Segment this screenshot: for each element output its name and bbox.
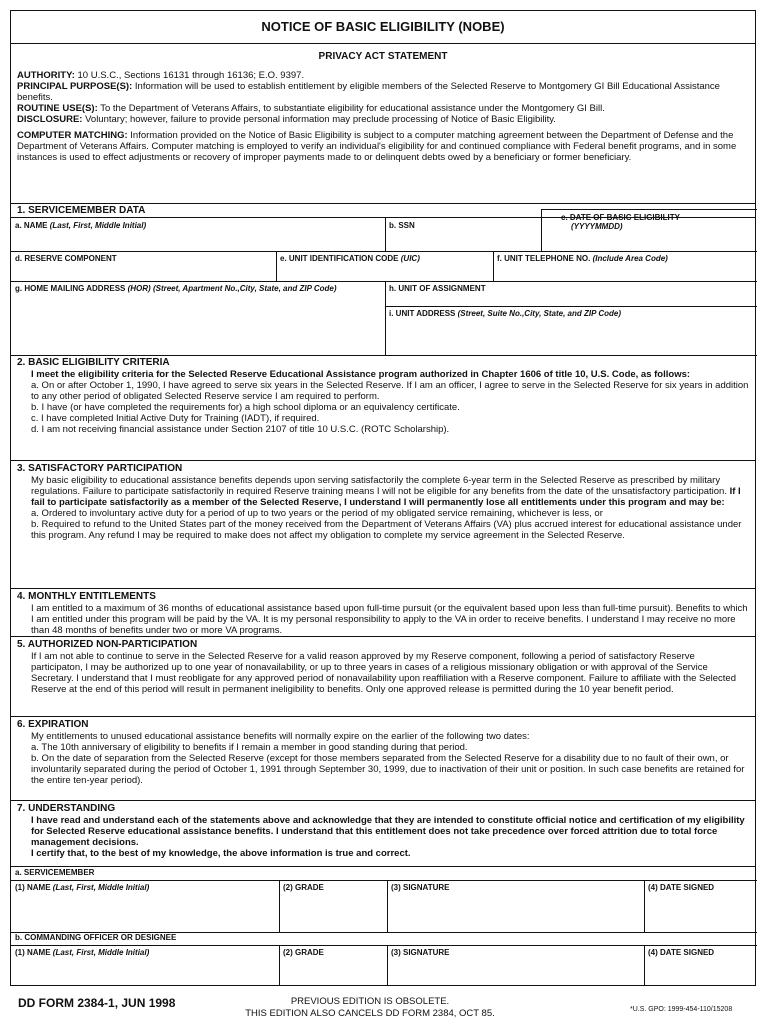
officer-date-signed-field[interactable]: (4) DATE SIGNED	[648, 948, 715, 957]
principal-purpose: PRINCIPAL PURPOSE(S): Information will be used to establish entitlement by eligible members of the Selected Reserve to Montgomery GI Bill Educational Assistance benefits.	[17, 81, 720, 103]
section3-satisfactory-participation: 3. SATISFACTORY PARTICIPATION My basic eligibility to educational assistance benefits depends upon serving satisfactorily the complete 6-year term in the Selected Reserve as prescribed by military regulations. Failure to participate satisfactorily in required Reserve training means I will not be eligible for any benefits from the date of the unsatisfactory participation. If I fail to participate satisfactorily as a member of the Selected Reserve, I understand I will permanently lose all entitlements under this program and may be: a. Ordered to involuntary active duty for a period of up to two years or the period of my obligated service remaining, whichever is less, or b. Required to refund to the United States part of the money received from the Department of Veterans Affairs (VA) plus accrued interest for educational assistance under this program. Any refund I may be required to make does not affect my obligation to complete my service agreement in the Selected Reserve.	[11, 461, 755, 589]
form-title: NOTICE OF BASIC ELIGIBILITY (NOBE)	[11, 11, 755, 44]
privacy-act-statement	[11, 43, 755, 204]
gpo-notice: *U.S. GPO: 1999-454-110/15208	[630, 1006, 733, 1013]
name-field[interactable]: a. NAME (Last, First, Middle Initial)	[15, 221, 147, 230]
authority: AUTHORITY: 10 U.S.C., Sections 16131 through 16136; E.O. 9397.	[17, 70, 305, 81]
privacy-heading: PRIVACY ACT STATEMENT	[318, 51, 448, 62]
servicemember-grade-field[interactable]: (2) GRADE	[283, 883, 324, 892]
routine-uses: ROUTINE USE(S): To the Department of Veterans Affairs, to substantiate eligibility for educational assistance under the Montgomery GI Bill.	[17, 103, 605, 114]
edition-notice: PREVIOUS EDITION IS OBSOLETE. THIS EDITION ALSO CANCELS DD FORM 2384, OCT 85.	[245, 996, 495, 1019]
servicemember-name-field[interactable]: (1) NAME (Last, First, Middle Initial)	[15, 883, 150, 892]
computer-matching: COMPUTER MATCHING: Information provided on the Notice of Basic Eligibility is subject to a computer matching agreement between the Department of Defense and the Department of Veterans Affairs. Computer matching is employed to verify an individual's eligibility for and continued compliance with Federal benefit programs, and in some instances is used to effect adjustments or recovery of improper payments made to or delinquent debts owed by a beneficiary or former beneficiary.	[17, 130, 737, 163]
unit-of-assignment-field[interactable]: h. UNIT OF ASSIGNMENT	[389, 284, 486, 293]
nobe-form	[10, 10, 756, 986]
uic-field[interactable]: e. UNIT IDENTIFICATION CODE (UIC)	[280, 254, 420, 263]
section2-basic-eligibility: 2. BASIC ELIGIBILITY CRITERIA I meet the eligibility criteria for the Selected Reserve Educational Assistance program authorized in Chapter 1606 of title 10, U.S. Code, as follows: a. On or after October 1, 1990, I have agreed to serve six years in the Selected Reserve. If I am an officer, I agree to serve in the Selected Reserve for six years in addition to any other period of obligated Selected Reserve service I am required to perform. b. I have (or have completed the requirements for) a high school diploma or an equivalency certificate. c. I have completed Initial Active Duty for Training (IADT), if required. d. I am not receiving financial assistance under Section 2107 of title 10 U.S.C. (ROTC Scholarship).	[11, 355, 755, 461]
reserve-component-field[interactable]: d. RESERVE COMPONENT	[15, 254, 117, 263]
officer-signature-field[interactable]: (3) SIGNATURE	[391, 948, 450, 957]
date-basic-eligibility-field[interactable]: c. DATE OF BASIC ELIGIBILITY (YYYYMMDD)	[561, 213, 680, 231]
section7-understanding: 7. UNDERSTANDING I have read and understand each of the statements above and acknowledge that they are intended to constitute official notice and certification of my eligibility for Selected Reserve educational assistance benefits. I understand that this entitlement does not take precedence over forced attrition due to total force management decisions. I certify that, to the best of my knowledge, the above information is true and correct.	[11, 801, 755, 867]
servicemember-signature-field[interactable]: (3) SIGNATURE	[391, 883, 450, 892]
servicemember-date-signed-field[interactable]: (4) DATE SIGNED	[648, 883, 715, 892]
disclosure: DISCLOSURE: Voluntary; however, failure to provide personal information may preclude processing of Notice of Basic Eligibility.	[17, 114, 556, 125]
officer-grade-field[interactable]: (2) GRADE	[283, 948, 324, 957]
section5-authorized-non-participation: 5. AUTHORIZED NON-PARTICIPATION If I am not able to continue to serve in the Selected Reserve for a valid reason approved by my Reserve component, following a period of satisfactory Reserve participaton, I may be authorized up to one year of nonavailability, or up to three years in cases of a religious missionary obligation or with approval of the Service Secretary. I understand that I must reobligate for any approved period of nonavailability upon reaffiliation with a Reserve component. Failure to affiliate with the Selected Reserve at the end of this period will result in permanent ineligibility to benefits. Only one approved release is permitted during the 10 year benefit period.	[11, 637, 755, 717]
section1-heading: 1. SERVICEMEMBER DATA	[11, 203, 755, 218]
home-mailing-address-field[interactable]: g. HOME MAILING ADDRESS (HOR) (Street, Apartment No.,City, State, and ZIP Code)	[15, 284, 337, 293]
servicemember-label: a. SERVICEMEMBER	[15, 868, 95, 877]
section6-expiration: 6. EXPIRATION My entitlements to unused educational assistance benefits will normally expire on the earlier of the following two dates: a. The 10th anniversary of eligibility to benefits if I remain a member in good standing during that period. b. On the date of separation from the Selected Reserve (except for those members separated from the Selected Reserve for a disability due to no fault of their own, or involuntarily separated during the period of October 1, 1991 through September 30, 1999, due to inactivation of their unit or position. In such case benefits are retained for the entire ten-year period).	[11, 717, 755, 801]
unit-address-field[interactable]: i. UNIT ADDRESS (Street, Suite No.,City, State, and ZIP Code)	[389, 309, 622, 318]
ssn-field[interactable]: b. SSN	[389, 221, 415, 230]
section4-monthly-entitlements: 4. MONTHLY ENTITLEMENTS I am entitled to a maximum of 36 months of educational assistance based upon full-time pursuit (or the equivalent based upon less than full-time pursuit). Benefits to which I am entitled under this program will be paid by the VA. It is my personal responsibility to apply to the VA in order to receive benefits. I understand I may receive no more than 48 months of benefits under two or more VA programs.	[11, 589, 755, 637]
unit-telephone-field[interactable]: f. UNIT TELEPHONE NO. (Include Area Code)	[497, 254, 668, 263]
commanding-officer-label: b. COMMANDING OFFICER OR DESIGNEE	[15, 933, 177, 942]
form-number: DD FORM 2384-1, JUN 1998	[18, 996, 176, 1010]
officer-name-field[interactable]: (1) NAME (Last, First, Middle Initial)	[15, 948, 150, 957]
